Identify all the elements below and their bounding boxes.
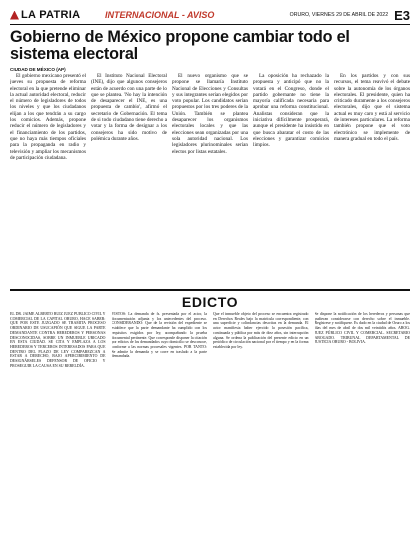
- edicto-column: [213, 312, 309, 544]
- dateline: ORURO, VIERNES 29 DE ABRIL DE 2022: [289, 12, 389, 18]
- article-column: [253, 73, 329, 287]
- article-paragraph: La oposición ha rechazado la propuesta y anticipó que no la votará en el Congreso, donde el partido gobernante no tiene la mayoría calificada necesaria para aprobar una reforma constitucional. Analistas consideran que la iniciativa difícilmente prosperará, aunque el presidente ha insistido en que busca abaratar el costo de las elecciones y garantizar comicios limpios.: [253, 73, 329, 149]
- edicto-column: [315, 312, 411, 544]
- edicto-column: [112, 312, 208, 544]
- logo-text: LA PATRIA: [21, 9, 81, 21]
- article-paragraph: El Instituto Nacional Electoral (INE), dijo que algunos consejeros están de acuerdo con una parte de lo que se plantea. 'No hay la intención de desaparecer el INE, es una propuesta de cambio', afirmó el secretario de Gobernación. El tema de si todo ciudadano tiene derecho a votar y la forma de designar a los consejeros ha sido motivo de polémica durante años.: [91, 73, 167, 142]
- logo-icon: [10, 11, 19, 20]
- edicto-title: EDICTO: [181, 294, 239, 310]
- article-paragraph: En los partidos y con sus recursos, el tema reavivó el debate sobre la autonomía de los órganos electorales. El presidente, quien ha criticado duramente a los consejeros electorales, dijo que el sistema actual es muy caro y está al servicio de intereses particulares. La reforma también propone que el voto electrónico se implemente de manera gradual en todo el país.: [334, 73, 410, 142]
- newspaper-logo: [10, 9, 105, 21]
- edicto-body: [10, 312, 410, 544]
- section-divider: [10, 289, 410, 291]
- edicto-paragraph: Se dispone la notificación de los herederos y personas que pudieran considerarse con derecho sobre el inmueble. Regístrese y notifíquese. Es dado en la ciudad de Oruro a los días del mes de abril de dos mil veintidós años. ABOG. JUEZ PÚBLICO CIVIL Y COMERCIAL. SECRETARIO ABOGADO. TRIBUNAL DEPARTAMENTAL DE JUSTICIA ORURO - BOLIVIA.: [314, 312, 410, 345]
- section-label: INTERNACIONAL - AVISO: [105, 10, 215, 20]
- edicto-paragraph: VISTOS: La demanda de fs. presentada por el actor, la documentación adjunta y los antecedentes del proceso. CONSIDERANDO: Que de la revisión del expediente se establece que la parte demandante ha cumplido con los requisitos exigidos por ley, acompañando la prueba documental pertinente. Que corresponde disponer la citación por edictos de los demandados cuyo domicilio se desconoce, conforme a las normas procesales vigentes. POR TANTO: Se admite la demanda y se corre en traslado a la parte demandada.: [111, 312, 207, 359]
- article-byline: CIUDAD DE MÉXICO (AP): [10, 67, 66, 72]
- article-paragraph: El gobierno mexicano presentó el jueves su propuesta de reforma electoral en la que pretende eliminar la actual autoridad electoral, reducir el número de legisladores de todos los niveles y que los ciudadanos elijan a los que tendrán a su cargo los comicios. Además, propone reducir el número de legisladores y el financiamiento de los partidos, que no haya más tiempos oficiales para la propaganda en radio y televisión y ampliar los mecanismos de participación ciudadana.: [10, 73, 86, 161]
- article-column: [91, 73, 167, 287]
- article-headline: Gobierno de México propone cambiar todo el sistema electoral: [10, 28, 350, 63]
- article-paragraph: El nuevo organismo que se propone se llamaría Instituto Nacional de Elecciones y Consultas y sus integrantes serían elegidos por voto popular. Los candidatos serían propuestos por los tres poderes de la Unión. También se plantea desaparecer los organismos electorales locales y que las elecciones sean organizadas por una sola autoridad nacional. Los legisladores plurinominales serían electos por listas estatales.: [172, 73, 248, 155]
- article-body: [10, 73, 410, 287]
- edicto-paragraph: EL DR. JAIME ALBERTO RUIZ JUEZ PÚBLICO CIVIL Y COMERCIAL DE LA CAPITAL ORURO, HACE SABER: QUE POR ESTE JUZGADO SE TRAMITA PROCESO ORDINARIO DE USUCAPIÓN QUE SIGUE LA PARTE DEMANDANTE CONTRA HEREDEROS Y PERSONAS DESCONOCIDAS, SOBRE UN INMUEBLE UBICADO EN ESTA CIUDAD. SE CITA Y EMPLAZA A LOS HEREDEROS Y TERCEROS INTERESADOS PARA QUE DENTRO DEL PLAZO DE LEY COMPAREZCAN A ESTAR A DERECHO, BAJO APERCIBIMIENTO DE DESIGNÁRSELES DEFENSOR DE OFICIO Y PROSEGUIR LA CAUSA EN SU REBELDÍA.: [10, 312, 106, 368]
- edicto-column: [10, 312, 106, 544]
- edicto-paragraph: Que el inmueble objeto del proceso se encuentra registrado en Derechos Reales bajo la matrícula correspondiente, con una superficie y colindancias descritas en la demanda. El actor manifiesta haber ejercido la posesión pacífica, continuada y pública por más de diez años, sin interrupción alguna. Se ordena la publicación del presente edicto en un periódico de circulación nacional por el tiempo y en la forma establecida por ley.: [213, 312, 309, 349]
- article-column: [10, 73, 86, 287]
- masthead: [10, 6, 410, 25]
- article-column: [334, 73, 410, 287]
- article-column: [172, 73, 248, 287]
- page-number: E3: [394, 7, 410, 23]
